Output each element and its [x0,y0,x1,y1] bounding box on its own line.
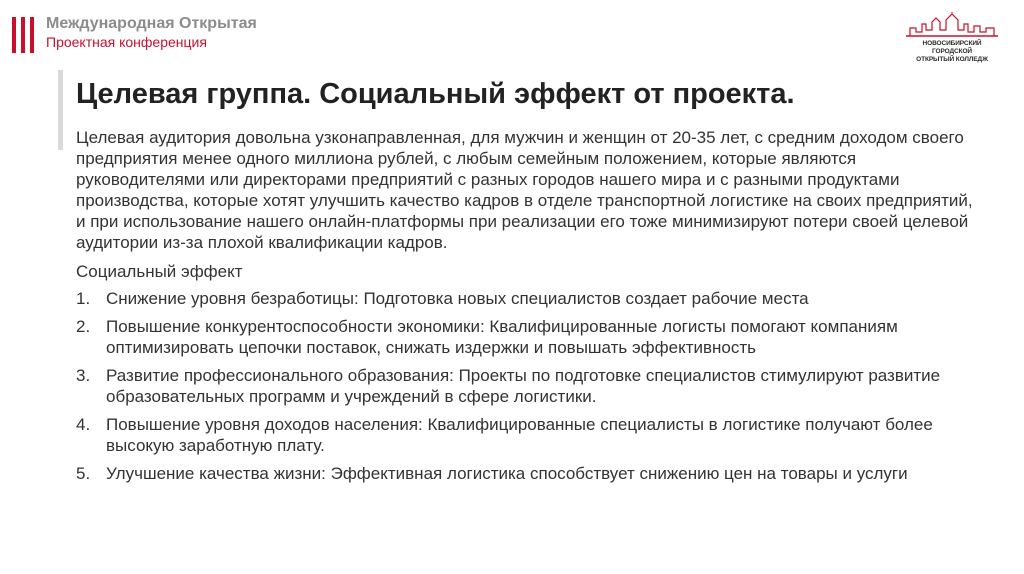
list-item-number: 5. [76,464,91,483]
social-effect-list [76,288,976,484]
list-item [76,414,976,456]
conference-name [46,14,257,52]
logo-bars-icon [12,17,34,53]
college-name-line2: ОТКРЫТЫЙ КОЛЛЕДЖ [916,56,988,63]
college-skyline-icon [904,12,1000,40]
slide-body [76,127,976,491]
list-item [76,463,976,484]
college-name [904,40,1000,64]
list-item [76,288,976,309]
list-item-number: 3. [76,366,91,385]
title-accent-bar [58,70,63,150]
list-item-number: 1. [76,289,91,308]
conference-name-line2: Проектная конференция [46,34,207,50]
slide-title: Целевая группа. Социальный эффект от проекта. [76,78,795,110]
list-item-number: 4. [76,415,91,434]
conference-logo [12,14,257,53]
college-name-line1: НОВОСИБИРСКИЙ ГОРОДСКОЙ [922,40,982,55]
list-item [76,365,976,407]
list-item-number: 2. [76,317,91,336]
list-item-text: Улучшение качества жизни: Эффективная логистика способствует снижению цен на товары и услуги [106,464,908,483]
list-item-text: Развитие профессионального образования: Проекты по подготовке специалистов стимулируют развитие образовательных программ и учреждений в сфере логистики. [106,366,941,406]
list-item-text: Повышение конкурентоспособности экономики: Квалифицированные логисты помогают компаниям оптимизировать цепочки поставок, снижать издержки и повышать эффективность [106,317,898,357]
conference-name-line1: Международная Открытая [46,15,257,32]
list-item-text: Снижение уровня безработицы: Подготовка новых специалистов создает рабочие места [106,289,809,308]
list-item [76,316,976,358]
list-item-text: Повышение уровня доходов населения: Квалифицированные специалисты в логистике получают более высокую заработную плату. [106,415,933,455]
social-effect-heading: Социальный эффект [76,262,243,281]
target-audience-paragraph: Целевая аудитория довольна узконаправленная, для мужчин и женщин от 20-35 лет, с средним доходом своего предприятия менее одного миллиона рублей, с любым семейным положением, которые являются руководителями или директорами предприятий с разных городов нашего мира и с разными продуктами производства, которые хотят улучшить качество кадров в отделе транспортной логистике на своих предприятий, и при использование нашего онлайн-платформы при реализации его тоже минимизируют потери своей целевой аудитории из-за плохой квалификации кадров. [76,128,973,252]
college-logo [904,12,1000,63]
